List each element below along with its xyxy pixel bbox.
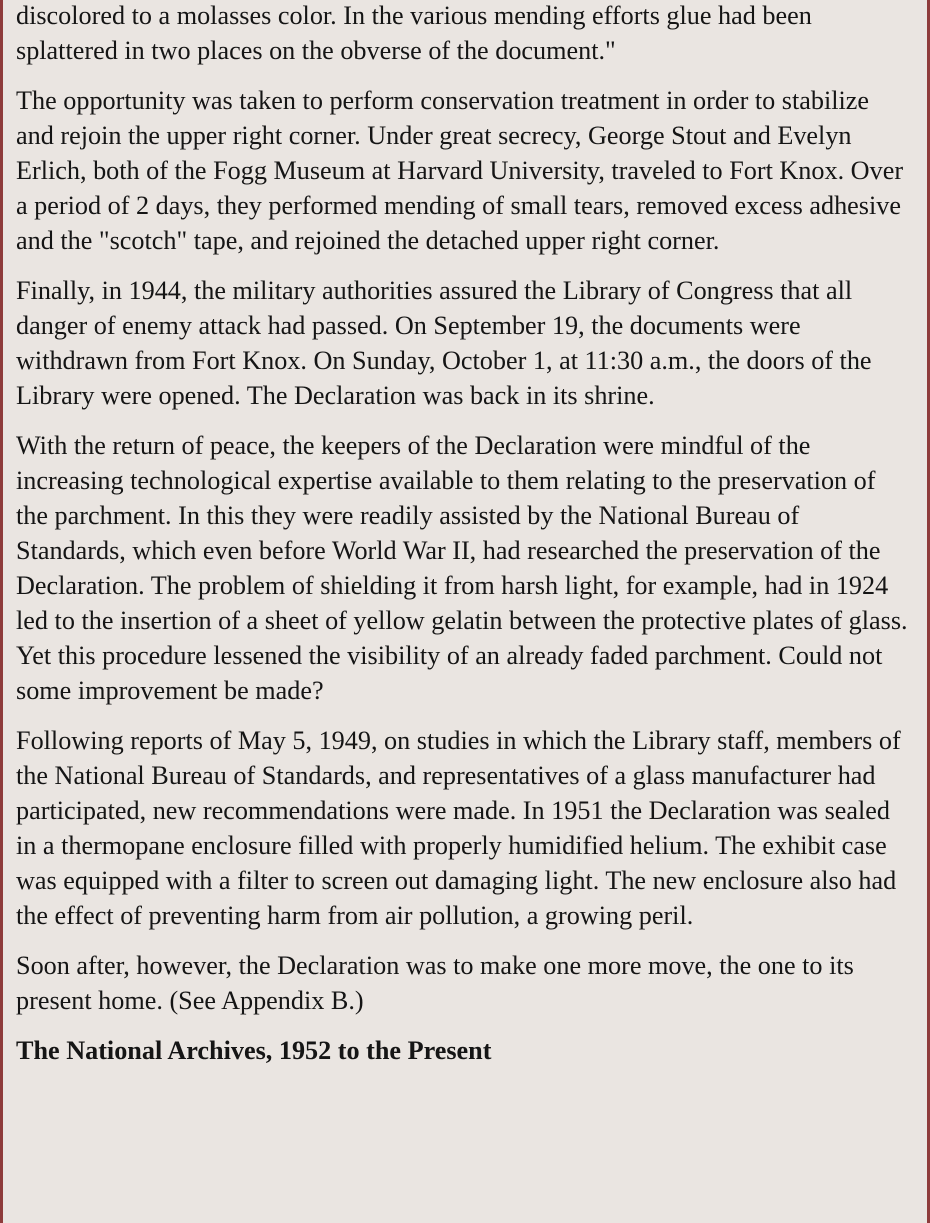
document-body [3, 0, 927, 1068]
paragraph-preservation-expertise: With the return of peace, the keepers of the Declaration were mindful of the increasing technological expertise available to them relating to the preservation of the parchment. In this they were readily assisted by the National Bureau of Standards, which even before World War II, had researched the preservation of the Declaration. The problem of shielding it from harsh light, for example, had in 1924 led to the insertion of a sheet of yellow gelatin between the protective plates of glass. Yet this procedure lessened the visibility of an already faded parchment. Could not some improvement be made? [16, 431, 908, 705]
paragraph-glue-damage: discolored to a molasses color. In the various mending efforts glue had been splattered in two places on the obverse of the document." [16, 1, 812, 65]
paragraph-move-to-present-home: Soon after, however, the Declaration was to make one more move, the one to its present home. (See Appendix B.) [16, 951, 854, 1015]
section-heading: The National Archives, 1952 to the Present [16, 1036, 492, 1065]
paragraph-return-1944: Finally, in 1944, the military authorities assured the Library of Congress that all danger of enemy attack had passed. On September 19, the documents were withdrawn from Fort Knox. On Sunday, October 1, at 11:30 a.m., the doors of the Library were opened. The Declaration was back in its shrine. [16, 276, 872, 410]
paragraph-conservation-treatment: The opportunity was taken to perform conservation treatment in order to stabilize and rejoin the upper right corner. Under great secrecy, George Stout and Evelyn Erlich, both of the Fogg Museum at Harvard University, traveled to Fort Knox. Over a period of 2 days, they performed mending of small tears, removed excess adhesive and the "scotch" tape, and rejoined the detached upper right corner. [16, 86, 904, 255]
paragraph-thermopane-enclosure: Following reports of May 5, 1949, on studies in which the Library staff, members of the National Bureau of Standards, and representatives of a glass manufacturer had participated, new recommendations were made. In 1951 the Declaration was sealed in a thermopane enclosure filled with properly humidified helium. The exhibit case was equipped with a filter to screen out damaging light. The new enclosure also had the effect of preventing harm from air pollution, a growing peril. [16, 726, 901, 930]
